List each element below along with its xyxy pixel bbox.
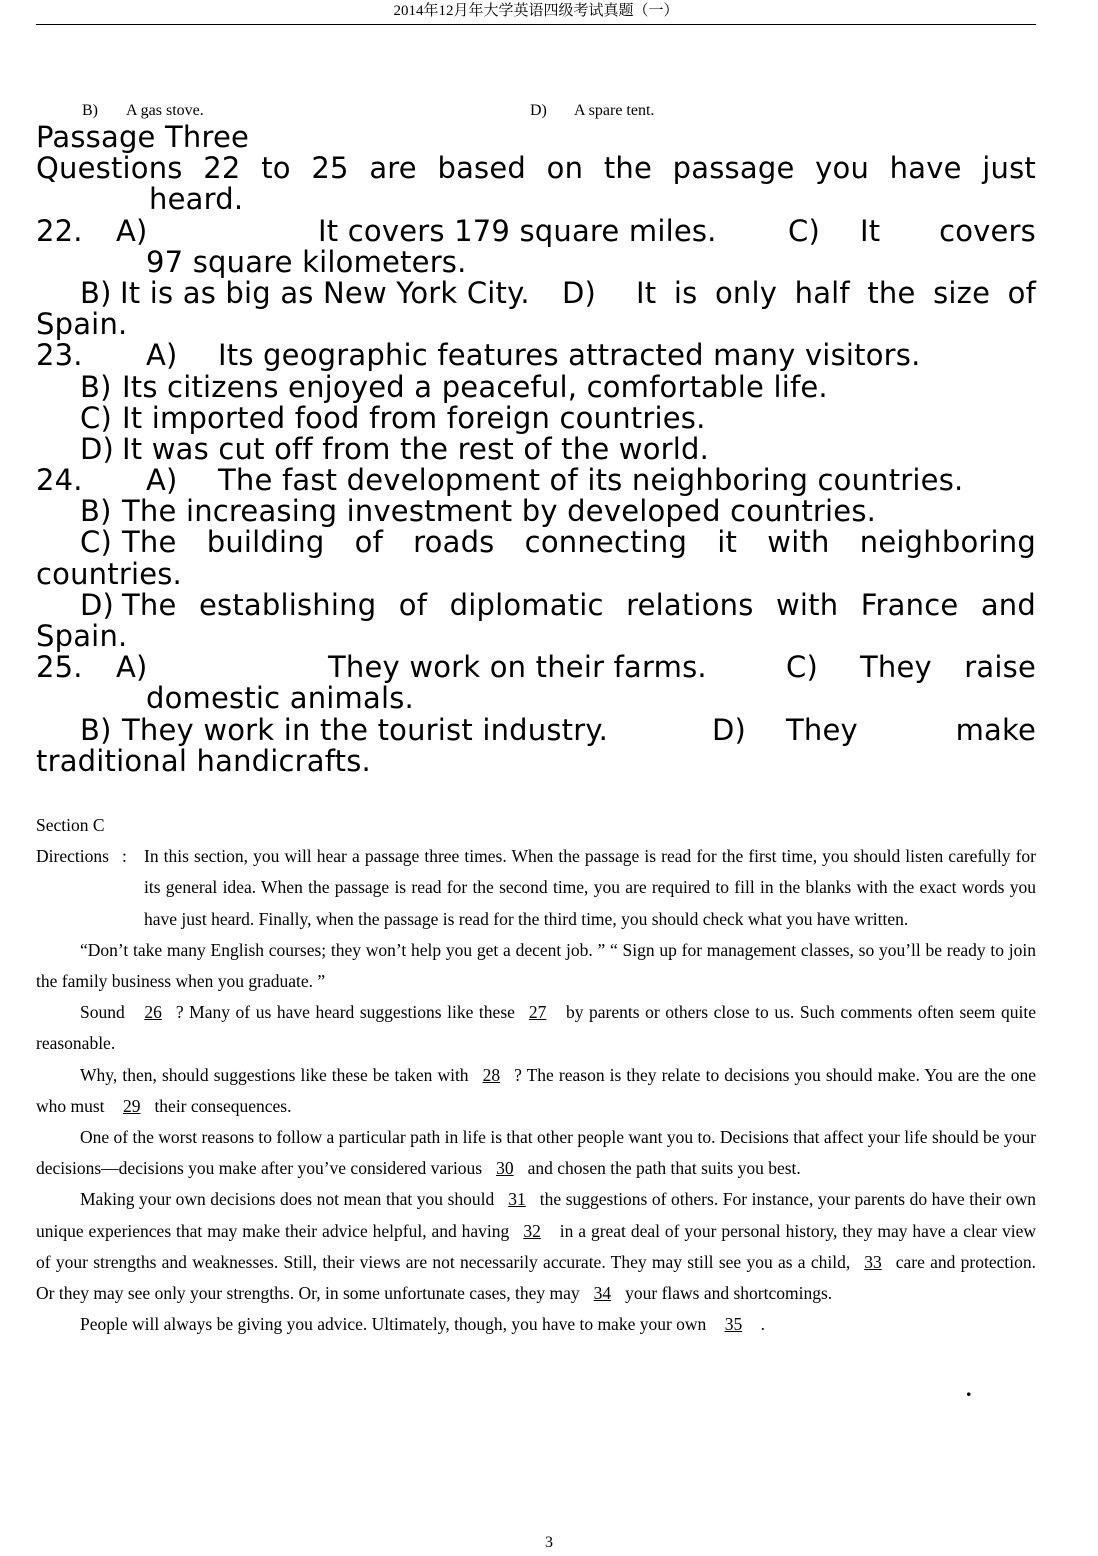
question-22-line-1 [36, 213, 1036, 248]
blank-34[interactable]: 34 [593, 1283, 612, 1304]
option-a-label: A) [116, 650, 148, 685]
blank-35[interactable]: 35 [724, 1314, 743, 1335]
question-22-line-3 [36, 275, 1036, 310]
option-a-text: The fast development of its neighboring countries. [218, 463, 964, 498]
paragraph-3 [36, 1060, 1036, 1122]
option-a-text: They work on their farms. [328, 650, 707, 685]
option-label: B) [80, 494, 112, 529]
option-b-text: They work in the tourist industry. [122, 712, 609, 747]
section-c [36, 810, 1036, 1340]
option-label: D) [80, 431, 115, 466]
text-run: care and protection. Or they may see only your strengths. Or, in some unfortunate cases, they may [36, 1251, 1037, 1304]
option-text: It was cut off from the rest of the world. [122, 431, 710, 466]
paragraph-5 [36, 1184, 1036, 1309]
question-23-option-b [36, 369, 1036, 404]
blank-30[interactable]: 30 [496, 1158, 514, 1179]
option-d-word: They [786, 712, 858, 747]
question-24-option-c-cont: countries. [36, 556, 182, 591]
blank-33[interactable]: 33 [864, 1251, 882, 1272]
prev-option-d [530, 100, 654, 122]
question-24-option-d-cont: Spain. [36, 619, 128, 653]
passage-instruction-cont: heard. [149, 182, 244, 217]
option-b-text: It is as big as New York City. [120, 275, 530, 310]
option-label: D) [530, 102, 547, 119]
text-run: Why, then, should suggestions like these be taken with [80, 1064, 469, 1085]
question-23-option-c [36, 400, 1036, 435]
paragraph-4 [36, 1122, 1036, 1184]
question-25-line-2: domestic animals. [146, 681, 414, 716]
directions-text: In this section, you will hear a passage three times. When the passage is read for the first time, you should listen carefully for its general idea. When the passage is read for the second time, you are required to fill in the blanks with the exact words you have just heard. Finally, when the passage is read for the third time, you should check what you have written. [144, 846, 1036, 929]
question-23-line-1 [36, 340, 1036, 371]
text-run: your flaws and shortcomings. [625, 1283, 833, 1304]
text-run: their consequences. [154, 1095, 292, 1116]
option-d-text: It is only half the size of [636, 275, 1036, 310]
option-text: Its citizens enjoyed a peaceful, comfortable life. [122, 369, 828, 404]
question-24-option-b [36, 496, 1036, 527]
option-text: The establishing of diplomatic relations with France and [122, 587, 1036, 622]
option-label: D) [80, 587, 115, 622]
question-25-line-3 [36, 712, 1036, 747]
text-run: ? Many of us have heard suggestions like these [175, 1002, 515, 1023]
prev-option-b [82, 100, 204, 122]
passage-title: Passage Three [36, 120, 250, 154]
text-run: Sound [80, 1002, 131, 1023]
option-c-word: It [860, 213, 881, 248]
blank-26[interactable]: 26 [144, 1002, 162, 1023]
text-run: in a great deal of your personal history, they may have a clear view of your strengths and weaknesses. Still, their views are not necessarily accurate. They may still see you as a child, [36, 1220, 1036, 1272]
option-a-label: A) [146, 463, 178, 498]
blank-27[interactable]: 27 [528, 1002, 547, 1023]
option-b-label: B) [80, 712, 112, 747]
option-label: B) [80, 369, 112, 404]
blank-31[interactable]: 31 [508, 1189, 526, 1210]
question-22-line-4: Spain. [36, 307, 128, 342]
question-number: 23. [36, 338, 83, 373]
option-d-label: D) [562, 275, 597, 310]
option-d-label: D) [712, 712, 747, 747]
text-run: by parents or others close to us. Such comments often seem quite reasonable. [36, 1002, 1036, 1054]
option-text: It imported food from foreign countries. [122, 400, 706, 435]
option-label: C) [80, 525, 112, 560]
text-run: . [756, 1314, 765, 1335]
option-a-label: A) [146, 338, 178, 373]
text-run: One of the worst reasons to follow a particular path in life is that other people want you to. Decisions that affect your life should be your decisions—decisions you make after you’ve considered various [36, 1127, 1036, 1179]
text-run: People will always be giving you advice. Ultimately, though, you have to make your own [80, 1314, 711, 1335]
option-c-label: C) [786, 650, 818, 685]
question-25-line-1 [36, 652, 1036, 683]
option-text: A spare tent. [574, 102, 655, 119]
text-run: Making your own decisions does not mean that you should [80, 1189, 495, 1210]
blank-28[interactable]: 28 [482, 1064, 501, 1085]
option-a-label: A) [116, 213, 148, 248]
option-c-word: covers [939, 213, 1036, 248]
directions-label: Directions : [36, 846, 127, 867]
passage-instruction: Questions 22 to 25 are based on the passage you have just [36, 151, 1036, 186]
question-25-line-4: traditional handicrafts. [36, 743, 371, 778]
option-label: B) [82, 102, 98, 119]
stray-mark: . [966, 1376, 972, 1401]
question-number: 22. [36, 213, 83, 248]
listening-section [36, 122, 1036, 777]
paragraph-6 [36, 1309, 1036, 1340]
paragraph-1: “Don’t take many English courses; they won’t help you get a decent job. ” “ Sign up for management classes, so you’ll be ready to join the family business when you graduate. ” [36, 939, 1036, 991]
question-24-option-c [36, 527, 1036, 558]
text-run: the suggestions of others. For instance, your parents do have their own unique experiences that may make their advice helpful, and having [36, 1189, 1036, 1241]
option-c-word: raise [964, 650, 1036, 685]
question-24-line-1 [36, 465, 1036, 496]
option-text: The increasing investment by developed countries. [122, 494, 877, 529]
question-23-option-d [36, 431, 1036, 466]
blank-32[interactable]: 32 [523, 1220, 541, 1241]
question-number: 25. [36, 650, 83, 685]
directions [36, 841, 1036, 935]
section-title: Section C [36, 815, 105, 835]
paragraph-2 [36, 997, 1036, 1059]
question-22-line-2: 97 square kilometers. [146, 244, 467, 279]
option-d-word: make [955, 712, 1036, 747]
option-a-text: It covers 179 square miles. [318, 213, 717, 248]
blank-29[interactable]: 29 [122, 1095, 141, 1116]
text-run: and chosen the path that suits you best. [527, 1158, 801, 1179]
page-number: 3 [545, 1534, 553, 1551]
option-a-text: Its geographic features attracted many visitors. [218, 338, 921, 373]
question-24-option-d [36, 587, 1036, 622]
option-c-word: They [860, 650, 932, 685]
option-text: A gas stove. [126, 102, 204, 119]
page-header [36, 0, 1036, 25]
option-text: The building of roads connecting it with neighboring [122, 525, 1036, 560]
question-number: 24. [36, 463, 83, 498]
option-c-label: C) [788, 213, 820, 248]
text-run: ? The reason is they relate to decisions you should make. You are the one who must [36, 1064, 1036, 1116]
header-title: 2014年12月年大学英语四级考试真题（一） [393, 3, 679, 19]
option-label: C) [80, 400, 112, 435]
option-b-label: B) [80, 275, 112, 310]
